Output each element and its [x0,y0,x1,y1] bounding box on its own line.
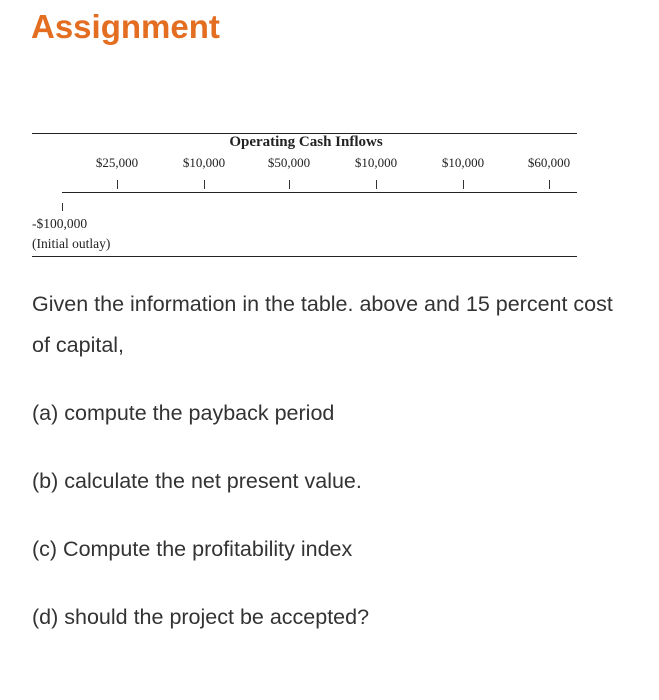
initial-outlay-label: (Initial outlay) [32,236,111,251]
initial-outlay-amount: -$100,000 [32,216,88,231]
question-part-c: (c) Compute the profitability index [32,537,353,561]
cash-inflow-year-4: $10,000 [354,155,398,170]
question-part-a: (a) compute the payback period [32,401,335,425]
question-part-d: (d) should the project be accepted? [32,605,370,629]
timeline-axis [62,192,577,193]
tick-year-0 [62,203,63,211]
cash-inflow-year-5: $10,000 [441,155,485,170]
cash-inflow-year-1: $25,000 [95,155,139,170]
operating-cash-inflows-heading: Operating Cash Inflows [229,134,383,150]
question-part-b: (b) calculate the net present value. [32,469,362,493]
timeline-bottom-rule [32,256,577,257]
cash-inflow-year-6: $60,000 [527,155,571,170]
tick-year-3 [289,180,290,189]
tick-year-4 [376,180,377,189]
tick-year-5 [463,180,464,189]
cash-flow-timeline [0,0,659,270]
cash-inflow-year-3: $50,000 [267,155,311,170]
tick-year-6 [549,180,550,189]
tick-year-2 [204,180,205,189]
cash-inflow-year-2: $10,000 [182,155,226,170]
page-title: Assignment [31,8,220,45]
tick-year-1 [117,180,118,189]
question-intro: Given the information in the table. above and 15 percent cost of capital, [32,292,613,357]
